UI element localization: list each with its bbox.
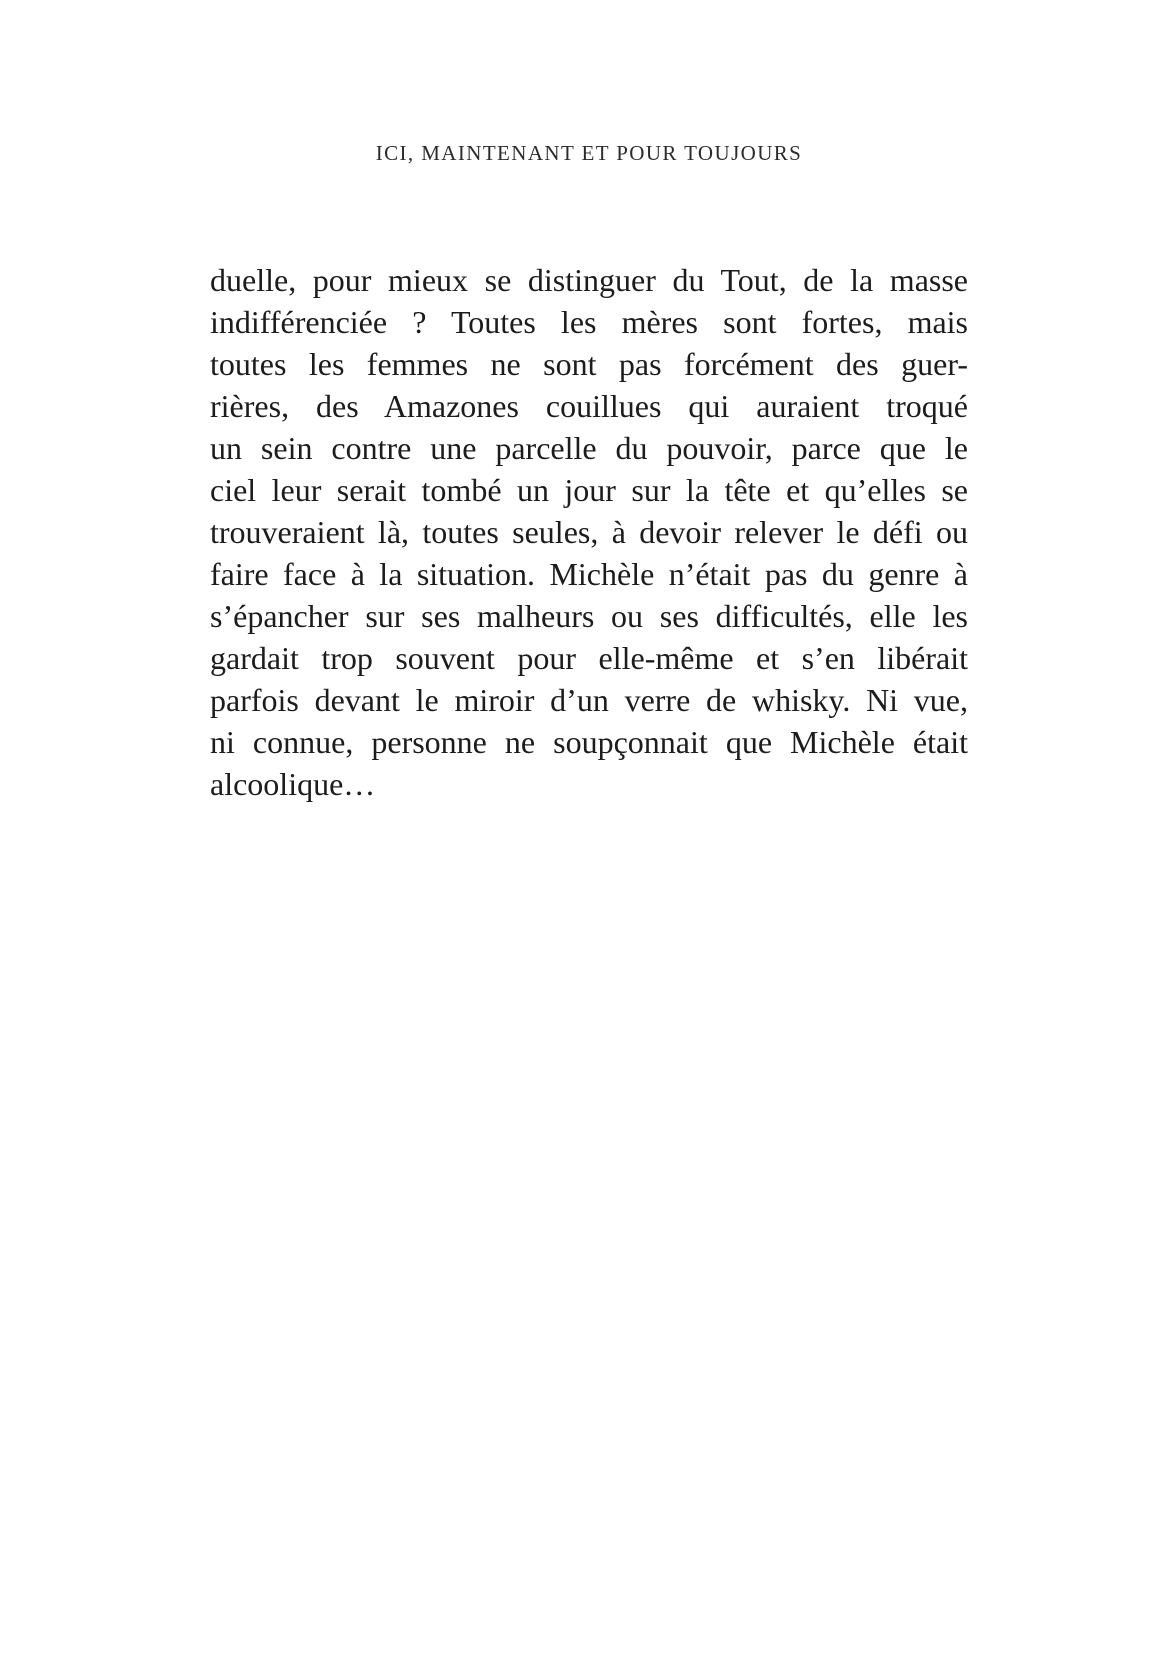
text-line: duelle, pour mieux se distinguer du Tout, de la masse bbox=[210, 262, 968, 298]
text-line: ciel leur serait tombé un jour sur la tête et qu’elles se bbox=[210, 472, 968, 508]
running-header: ICI, MAINTENANT ET POUR TOUJOURS bbox=[375, 141, 803, 165]
text-line: un sein contre une parcelle du pouvoir, parce que le bbox=[210, 430, 968, 466]
body-text bbox=[210, 259, 968, 805]
text-line: faire face à la situation. Michèle n’était pas du genre à bbox=[210, 556, 968, 592]
text-line: s’épancher sur ses malheurs ou ses difficultés, elle les bbox=[210, 598, 968, 634]
text-line: gardait trop souvent pour elle-même et s’en libérait bbox=[210, 640, 968, 676]
text-line: trouveraient là, toutes seules, à devoir relever le défi ou bbox=[210, 514, 968, 550]
text-line: rières, des Amazones couillues qui auraient troqué bbox=[210, 388, 968, 424]
text-line: alcoolique… bbox=[210, 766, 376, 802]
text-line: indifférenciée ? Toutes les mères sont fortes, mais bbox=[210, 304, 968, 340]
text-line: parfois devant le miroir d’un verre de whisky. Ni vue, bbox=[210, 682, 968, 718]
text-line: toutes les femmes ne sont pas forcément des guer- bbox=[210, 346, 968, 382]
text-line: ni connue, personne ne soupçonnait que Michèle était bbox=[210, 724, 968, 760]
